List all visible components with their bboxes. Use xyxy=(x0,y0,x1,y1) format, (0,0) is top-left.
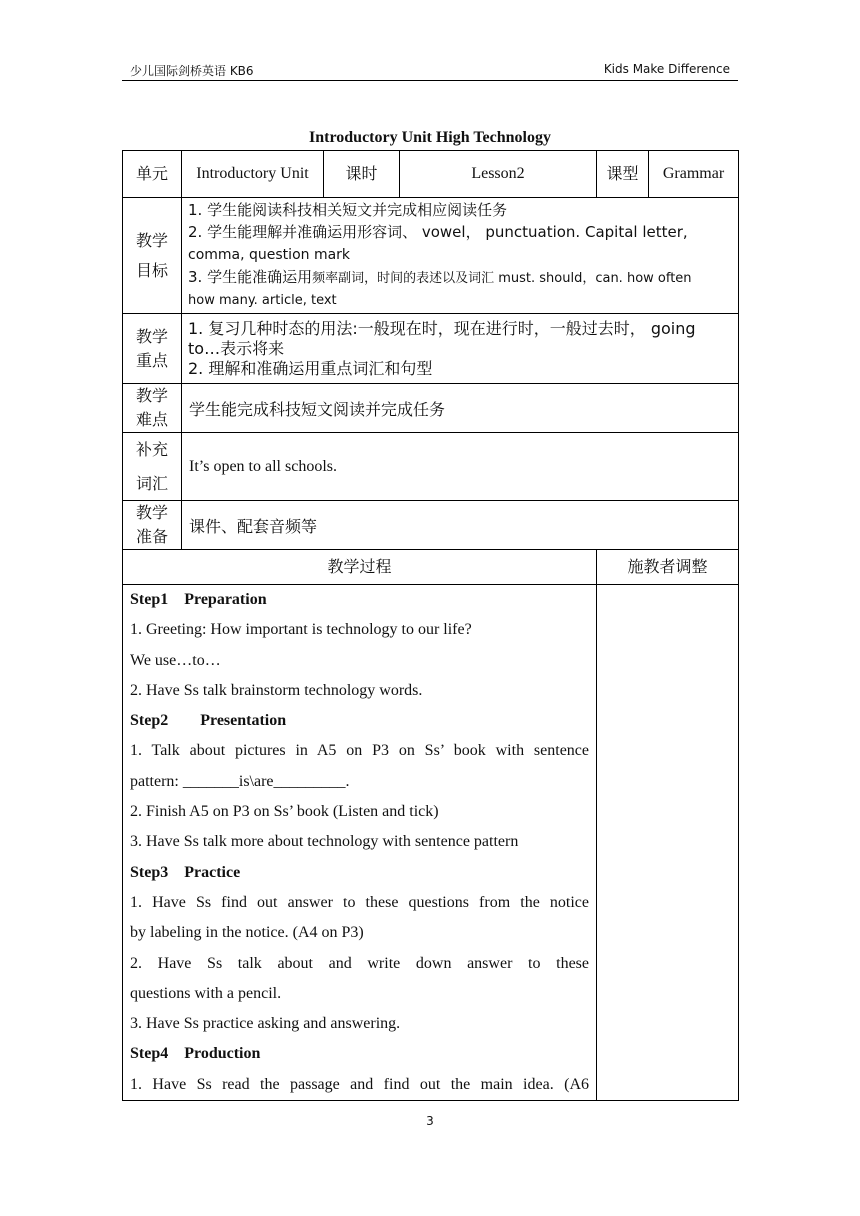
objectives-content xyxy=(182,198,739,314)
objective-3-part-a: 3. 学生能准确运用 xyxy=(188,268,313,286)
vocab-content: It’s open to all schools. xyxy=(182,433,739,501)
difficulties-content: 学生能完成科技短文阅读并完成任务 xyxy=(182,384,739,433)
step-2-heading: Step2 Presentation xyxy=(130,712,287,730)
type-value: Grammar xyxy=(649,151,739,198)
key-points-label-line1: 教学 xyxy=(135,326,168,346)
lesson-value: Lesson2 xyxy=(400,151,597,198)
unit-value: Introductory Unit xyxy=(182,151,324,198)
teacher-adjustment-cell xyxy=(597,585,739,1101)
vocab-label xyxy=(123,433,182,501)
process-header-row xyxy=(123,550,739,585)
step-1-item-2: 2. Have Ss talk brainstorm technology words. xyxy=(130,681,423,699)
step-3-heading: Step3 Practice xyxy=(130,863,241,881)
objective-3-line-c: how many. article, text xyxy=(188,293,337,308)
step-3-item-1b: by labeling in the notice. (A4 on P3) xyxy=(130,924,364,942)
step-2-item-1a: 1. Talk about pictures in A5 on P3 on Ss’ book with sentence xyxy=(130,742,589,760)
key-points-row xyxy=(123,314,739,384)
process-row xyxy=(123,585,739,1101)
process-content xyxy=(123,585,597,1101)
process-header-left: 教学过程 xyxy=(123,550,597,585)
step-3-item-1a: 1. Have Ss find out answer to these questions from the notice xyxy=(130,893,589,911)
process-header-right: 施教者调整 xyxy=(597,550,739,585)
lesson-plan-table xyxy=(122,150,739,1101)
step-4-heading: Step4 Production xyxy=(130,1045,261,1063)
objective-3 xyxy=(188,266,732,290)
step-3-item-2a: 2. Have Ss talk about and write down answer to these xyxy=(130,954,589,972)
header-right-text: Kids Make Difference xyxy=(603,62,730,76)
type-label: 课型 xyxy=(597,151,649,198)
key-points-label-line2: 重点 xyxy=(135,350,168,370)
step-3-item-3: 3. Have Ss practice asking and answering. xyxy=(130,1015,401,1033)
vocab-row xyxy=(123,433,739,501)
objective-2-line-a: 2. 学生能理解并准确运用形容词、 vowel， punctuation. Capital letter, xyxy=(188,223,688,241)
key-points-content xyxy=(182,314,739,384)
document-title: Introductory Unit High Technology xyxy=(309,129,551,146)
unit-label: 单元 xyxy=(123,151,182,198)
step-2-item-1b: pattern: _______is\are_________. xyxy=(130,772,350,790)
page-number: 3 xyxy=(426,1114,434,1128)
step-2-item-3: 3. Have Ss talk more about technology with sentence pattern xyxy=(130,833,519,851)
step-4-item-1a: 1. Have Ss read the passage and find out the main idea. (A6 xyxy=(130,1075,589,1093)
objectives-row xyxy=(123,198,739,314)
vocab-label-line2: 词汇 xyxy=(135,473,168,493)
vocab-label-line1: 补充 xyxy=(135,439,168,459)
prep-content: 课件、配套音频等 xyxy=(182,501,739,550)
step-1-heading: Step1 Preparation xyxy=(130,591,267,608)
objective-3-part-b: 频率副词，时间的表述以及词汇 must. should，can. how often xyxy=(312,271,692,286)
difficulties-label-line1: 教学 xyxy=(135,386,168,405)
prep-label-line1: 教学 xyxy=(135,503,168,522)
key-point-2: 2. 理解和准确运用重点词汇和句型 xyxy=(188,358,433,378)
objective-2 xyxy=(188,221,732,244)
objectives-label-line2: 目标 xyxy=(135,260,168,280)
objectives-label-line1: 教学 xyxy=(135,230,168,250)
objective-2-line-b: comma, question mark xyxy=(188,247,351,263)
difficulties-row xyxy=(123,384,739,433)
step-1-item-1b: We use…to… xyxy=(130,651,221,669)
prep-label-line2: 准备 xyxy=(135,527,168,546)
info-row xyxy=(123,151,739,198)
lesson-label: 课时 xyxy=(324,151,400,198)
step-1-item-1: 1. Greeting: How important is technology to our life? xyxy=(130,621,472,639)
key-point-1: 1. 复习几种时态的用法:一般现在时，现在进行时，一般过去时， going to…表示将来 xyxy=(188,318,696,358)
objective-1: 1. 学生能阅读科技相关短文并完成相应阅读任务 xyxy=(188,201,508,219)
step-3-item-2b: questions with a pencil. xyxy=(130,984,282,1002)
objectives-label xyxy=(123,198,182,314)
header-left-text: 少儿国际剑桥英语 KB6 xyxy=(130,64,254,78)
prep-label xyxy=(123,501,182,550)
header-rule xyxy=(122,80,738,81)
step-2-item-2: 2. Finish A5 on P3 on Ss’ book (Listen and tick) xyxy=(130,803,439,821)
difficulties-label xyxy=(123,384,182,433)
key-points-label xyxy=(123,314,182,384)
prep-row xyxy=(123,501,739,550)
difficulties-label-line2: 难点 xyxy=(135,410,168,429)
